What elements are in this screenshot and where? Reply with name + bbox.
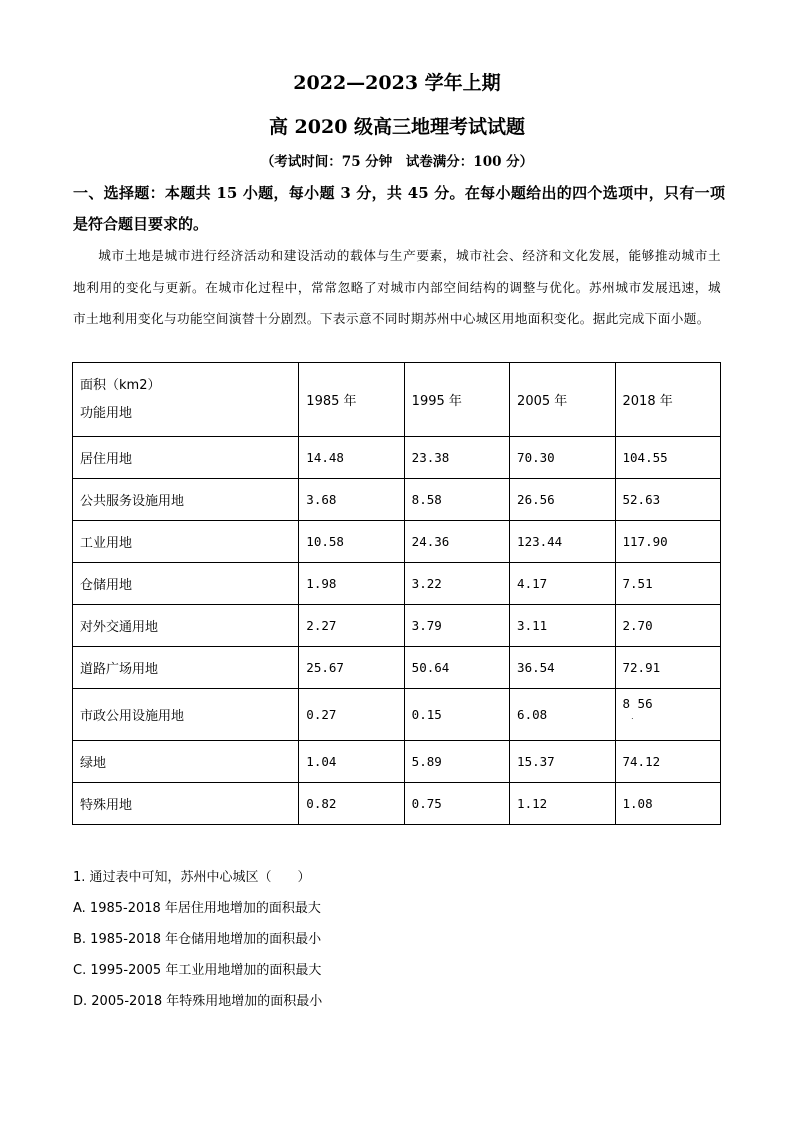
row-label: 特殊用地	[73, 783, 299, 825]
value-cell: 10.58	[299, 521, 404, 563]
value-cell: 4.17	[510, 563, 615, 605]
value-cell: 7.51	[615, 563, 721, 605]
table-header-row	[73, 363, 721, 437]
value-cell: 8.58	[404, 479, 509, 521]
year-header-2005: 2005 年	[510, 363, 615, 437]
value-cell: 2.70	[615, 605, 721, 647]
value-cell: 50.64	[404, 647, 509, 689]
row-label: 工业用地	[73, 521, 299, 563]
row-label: 仓储用地	[73, 563, 299, 605]
value-cell: 1.08	[615, 783, 721, 825]
exam-title: 高 2020 级高三地理考试试题	[268, 116, 526, 138]
row-label: 公共服务设施用地	[73, 479, 299, 521]
question-1-option-d: D. 2005-2018 年特殊用地增加的面积最小	[73, 994, 323, 1009]
row-label: 市政公用设施用地	[73, 689, 299, 741]
passage: 城市土地是城市进行经济活动和建设活动的载体与生产要素，城市社会、经济和文化发展，能够推动城市土地利用的变化与更新。在城市化过程中，常常忽略了对城市内部空间结构的调整与优化。苏州城市发展迅速，城市土地利用变化与功能空间演替十分剧烈。下表示意不同时期苏州中心城区用地面积变化。据此完成下面小题。	[73, 248, 721, 326]
value-cell: 15.37	[510, 741, 615, 783]
table-row	[73, 479, 721, 521]
table-row	[73, 521, 721, 563]
row-label: 道路广场用地	[73, 647, 299, 689]
row-label: 对外交通用地	[73, 605, 299, 647]
exam-info: （考试时间：75 分钟 试卷满分：100 分）	[260, 154, 534, 170]
value-cell: 24.36	[404, 521, 509, 563]
table-row	[73, 437, 721, 479]
value-cell: 2.27	[299, 605, 404, 647]
value-cell: 104.55	[615, 437, 721, 479]
value-cell: 123.44	[510, 521, 615, 563]
value-cell: 3.79	[404, 605, 509, 647]
misprinted-value: 8 56	[622, 696, 653, 711]
header-area-label: 面积（km2）	[80, 377, 161, 393]
value-cell: 74.12	[615, 741, 721, 783]
year-header-1985: 1985 年	[299, 363, 404, 437]
value-cell: 14.48	[299, 437, 404, 479]
question-1-stem: 1. 通过表中可知，苏州中心城区（ ）	[73, 870, 311, 885]
value-cell: 3.11	[510, 605, 615, 647]
value-cell: 36.54	[510, 647, 615, 689]
header-corner-cell	[73, 363, 299, 437]
table-row	[73, 783, 721, 825]
value-cell: 3.22	[404, 563, 509, 605]
land-use-table	[72, 362, 721, 825]
row-label: 绿地	[73, 741, 299, 783]
value-cell: 117.90	[615, 521, 721, 563]
value-cell: 72.91	[615, 647, 721, 689]
value-cell: 0.82	[299, 783, 404, 825]
value-cell: 6.08	[510, 689, 615, 741]
table-row	[73, 689, 721, 741]
value-cell: 1.12	[510, 783, 615, 825]
value-cell: 52.63	[615, 479, 721, 521]
value-cell: 1.98	[299, 563, 404, 605]
table-row	[73, 647, 721, 689]
value-cell: 3.68	[299, 479, 404, 521]
year-header-2018: 2018 年	[615, 363, 721, 437]
value-cell: 0.75	[404, 783, 509, 825]
value-cell: 23.38	[404, 437, 509, 479]
misprinted-decimal-mark: .	[630, 714, 635, 721]
value-cell: 26.56	[510, 479, 615, 521]
table-row	[73, 563, 721, 605]
value-cell: 25.67	[299, 647, 404, 689]
value-cell: 0.15	[404, 689, 509, 741]
term-title: 2022—2023 学年上期	[293, 72, 501, 94]
value-cell: 70.30	[510, 437, 615, 479]
section-heading: 一、选择题：本题共 15 小题，每小题 3 分，共 45 分。在每小题给出的四个选项中，只有一项是符合题目要求的。	[73, 184, 725, 233]
row-label: 居住用地	[73, 437, 299, 479]
header-function-label: 功能用地	[80, 405, 133, 421]
table-row	[73, 605, 721, 647]
question-1-option-c: C. 1995-2005 年工业用地增加的面积最大	[73, 963, 322, 978]
question-1-option-b: B. 1985-2018 年仓储用地增加的面积最小	[73, 932, 322, 947]
table-row	[73, 741, 721, 783]
year-header-1995: 1995 年	[404, 363, 509, 437]
question-1-option-a: A. 1985-2018 年居住用地增加的面积最大	[73, 901, 321, 916]
value-cell: 5.89	[404, 741, 509, 783]
value-cell-misprinted	[615, 689, 721, 741]
value-cell: 0.27	[299, 689, 404, 741]
value-cell: 1.04	[299, 741, 404, 783]
